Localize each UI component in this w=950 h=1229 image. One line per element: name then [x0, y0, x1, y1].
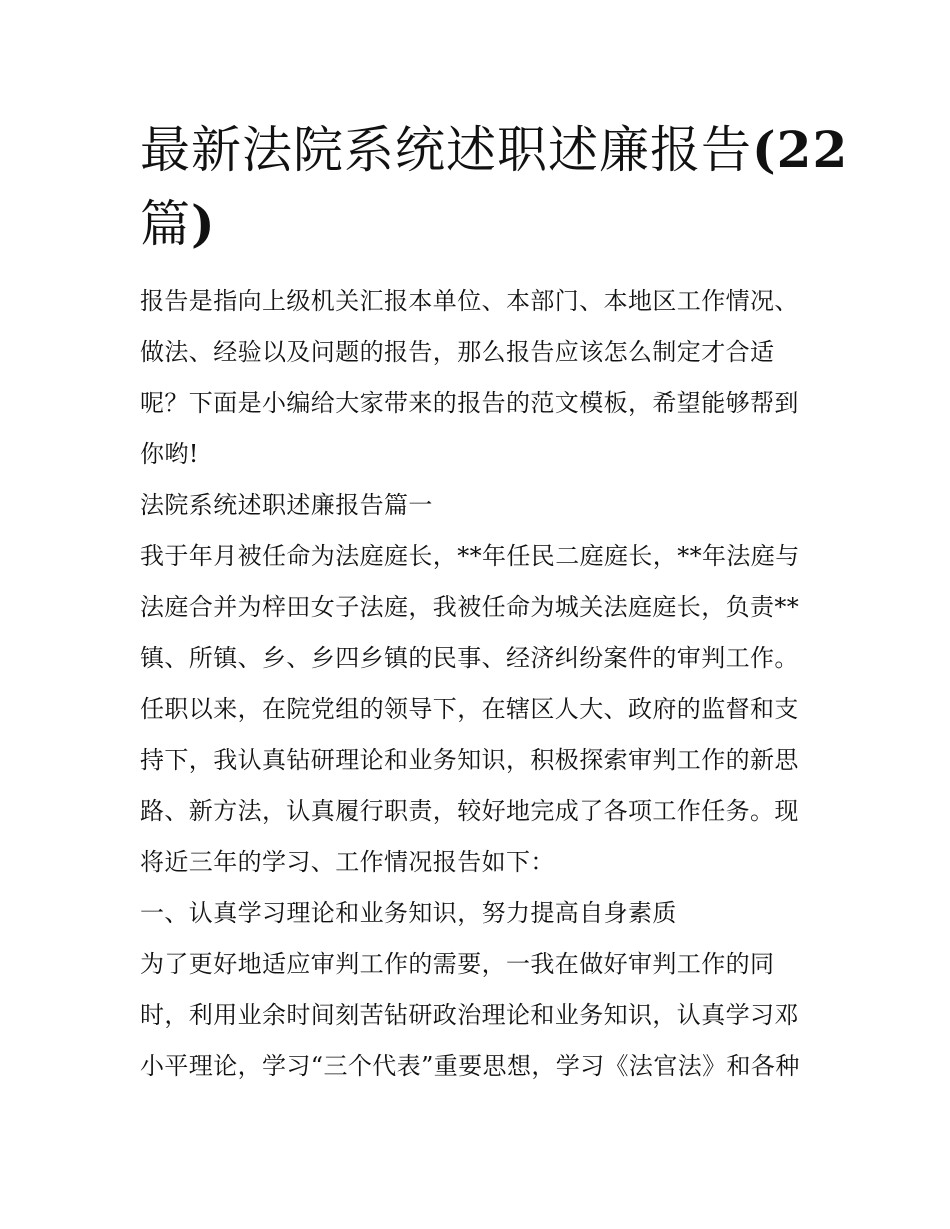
- title-line-1: 最新法院系统述职述廉报告(22: [140, 120, 849, 179]
- body-line-3: 呢？下面是小编给大家带来的报告的范文模板，希望能够帮到: [140, 389, 799, 417]
- body-line-9: 任职以来，在院党组的领导下，在辖区人大、政府的监督和支: [140, 695, 799, 723]
- document-body: [140, 276, 830, 1092]
- section-heading-2: 一、认真学习理论和业务知识，努力提高自身素质: [140, 899, 677, 927]
- body-line-11: 路、新方法，认真履行职责，较好地完成了各项工作任务。现: [140, 797, 799, 825]
- section-heading-1: 法院系统述职述廉报告篇一: [140, 491, 433, 519]
- title-line-2: 篇): [140, 194, 216, 253]
- body-line-6: 我于年月被任命为法庭庭长，**年任民二庭庭长，**年法庭与: [140, 542, 800, 570]
- body-line-12: 将近三年的学习、工作情况报告如下：: [140, 848, 555, 876]
- body-line-7: 法庭合并为梓田女子法庭，我被任命为城关法庭庭长，负责**: [140, 593, 800, 621]
- body-line-4: 你哟!: [140, 440, 199, 468]
- body-line-16: 小平理论，学习“三个代表”重要思想，学习《法官法》和各种: [140, 1052, 800, 1080]
- body-line-15: 时，利用业余时间刻苦钻研政治理论和业务知识，认真学习邓: [140, 1001, 799, 1029]
- body-line-8: 镇、所镇、乡、乡四乡镇的民事、经济纠纷案件的审判工作。: [140, 644, 799, 672]
- body-line-2: 做法、经验以及问题的报告，那么报告应该怎么制定才合适: [140, 338, 775, 366]
- body-line-10: 持下，我认真钻研理论和业务知识，积极探索审判工作的新思: [140, 746, 799, 774]
- body-line-1: 报告是指向上级机关汇报本单位、本部门、本地区工作情况、: [140, 287, 799, 315]
- body-line-14: 为了更好地适应审判工作的需要，一我在做好审判工作的同: [140, 950, 775, 978]
- document-title: [140, 113, 849, 261]
